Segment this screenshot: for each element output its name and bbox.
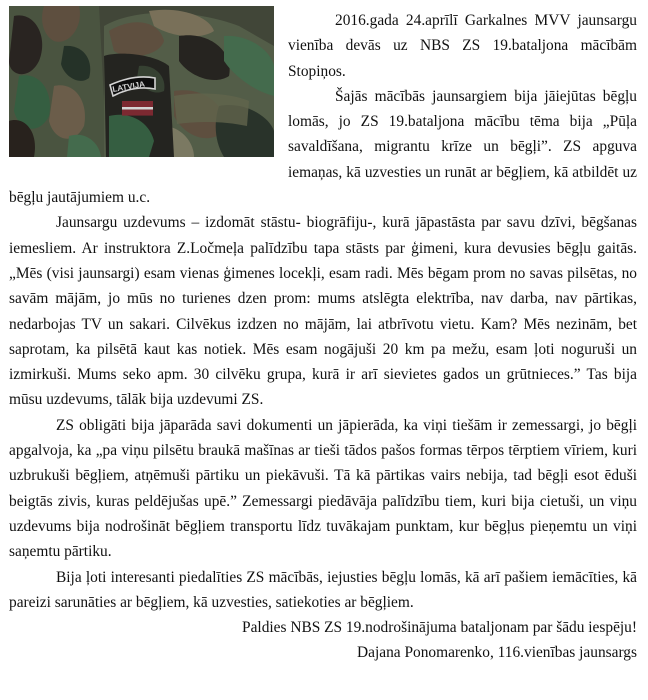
article-photo <box>9 6 274 157</box>
article <box>9 0 637 666</box>
thanks-line: Paldies NBS ZS 19.nodrošinājuma bataljonam par šādu iespēju! <box>242 619 637 637</box>
article-paragraph: Šajās mācībās jaunsargiem bija jāiejūtas bēgļu lomās, jo ZS 19.bataljona mācību tēma bija „Pūļa savaldīšana, migrantu krīze un bēgļi”. ZS apguva iemaņas, kā uzvesties un runāt ar bēgļiem, kā atbildēt uz bēgļu jautājumiem u.c. <box>9 87 637 207</box>
article-paragraph: Jaunsargu uzdevums – izdomāt stāstu- biogrāfiju-, kurā jāpastāsta par savu dzīvi, bēgšanas iemesliem. Ar instruktora Z.Ločmeļa palīdzību tapa stāsts par ģimeni, kura devusies bēgļu gaitās. „Mēs (visi jaunsargi) esam vienas ģimenes locekļi, esam radi. Mēs bēgam prom no savas pilsētas, no savām mājām, jo mūs no turienes dzen prom: mums atslēgta elektrība, nav darba, nav pārtikas, nedarbojas TV un sakari. Cilvēkus izdzen no mājām, lai atbrīvotu vietu. Kam? Mēs nezinām, bet saprotam, ka pilsētā kaut kas notiek. Mēs esam nogājuši 20 km pa mežu, esam ļoti noguruši un izmirkuši. Mums seko apm. 30 cilvēku grupa, kurā ir arī sievietes gados un grūtnieces.” Tas bija mūsu uzdevums, tālāk bija uzdevumi ZS. <box>9 214 637 409</box>
article-paragraph: 2016.gada 24.aprīlī Garkalnes MVV jaunsargu vienība devās uz NBS ZS 19.bataljona mācībām Stopiņos. <box>288 12 637 80</box>
article-paragraph: ZS obligāti bija jāparāda savi dokumenti un jāpierāda, ka viņi tiešām ir zemessargi, jo bēgļi apgalvoja, ka „pa viņu pilsētu braukā mašīnas ar tieši tādos pašos formas tērpos tērptiem vīriem, kuri uzbrukuši bēgļiem, atņēmuši pārtiku un piekāvuši. Tā kā pārtikas vairs nebija, tad bēgļi esot ēduši beigtās zivis, kuras peldējušas upē.” Zemessargi piedāvāja palīdzību tiem, kuri bija cietuši, un viņu uzdevums bija nodrošināt bēgļiem transportu līdz tuvākajam punktam, kur bēgļus pieņemtu un viņi saņemtu pārtiku. <box>9 416 637 561</box>
camouflage-uniform-image <box>9 6 274 157</box>
article-paragraph: Bija ļoti interesanti piedalīties ZS mācībās, iejusties bēgļu lomās, kā arī pašiem iemācīties, kā pareizi sarunāties ar bēgļiem, kā uzvesties, satiekoties ar bēgļiem. <box>9 568 637 611</box>
author-signature: Dajana Ponomarenko, 116.vienības jaunsargs <box>357 644 637 662</box>
patch-text: LATVIJA <box>111 79 146 94</box>
